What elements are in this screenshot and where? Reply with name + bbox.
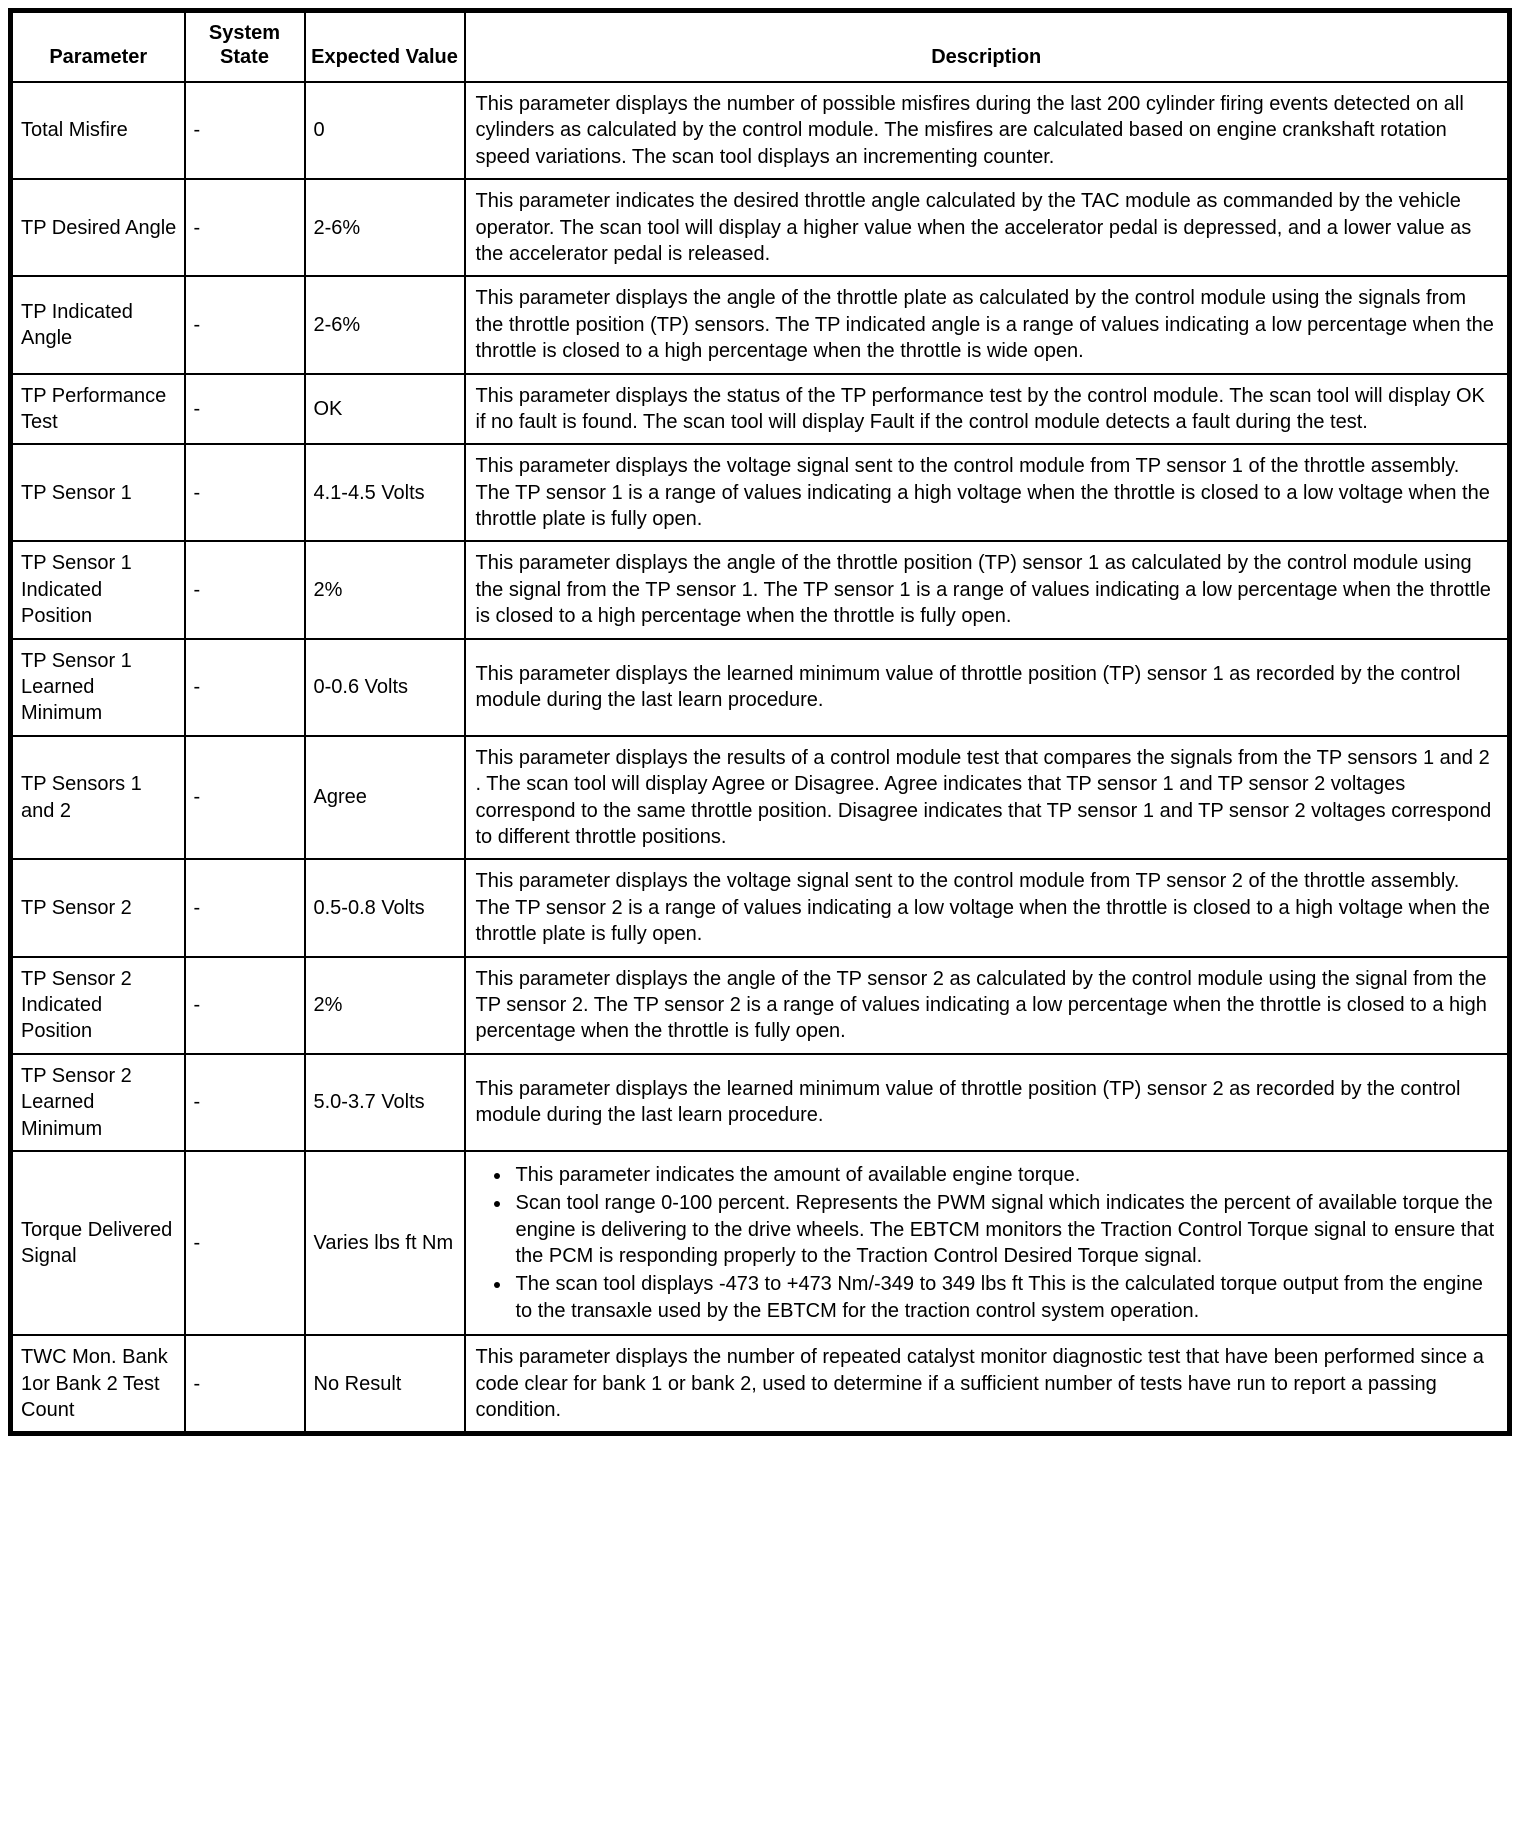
description-cell: This parameter displays the angle of the throttle position (TP) sensor 1 as calculated by the control module using the signal from the TP sensor 1. The TP sensor 1 is a range of values indicating a low percentage when the throttle is closed to a high percentage when the throttle is fully open. bbox=[465, 541, 1510, 638]
description-cell: This parameter displays the results of a control module test that compares the signals from the TP sensors 1 and 2 . The scan tool will display Agree or Disagree. Agree indicates that TP sensor 1 and TP sensor 2 voltages correspond to the same throttle position. Disagree indicates that TP sensor 1 and TP sensor 2 voltages correspond to different throttle positions. bbox=[465, 736, 1510, 860]
expected-value-cell: 2-6% bbox=[305, 179, 465, 276]
parameter-cell: TP Sensor 2 Learned Minimum bbox=[11, 1054, 185, 1151]
table-header bbox=[11, 11, 1510, 83]
expected-value-cell: 0-0.6 Volts bbox=[305, 639, 465, 736]
table-row bbox=[11, 1335, 1510, 1434]
system-state-cell: - bbox=[185, 82, 305, 179]
column-header-description: Description bbox=[465, 11, 1510, 83]
parameter-cell: TP Performance Test bbox=[11, 374, 185, 445]
column-header-system-state: System State bbox=[185, 11, 305, 83]
parameter-cell: Total Misfire bbox=[11, 82, 185, 179]
description-cell: This parameter displays the status of the TP performance test by the control module. The scan tool will display OK if no fault is found. The scan tool will display Fault if the control module detects a fault during the test. bbox=[465, 374, 1510, 445]
parameter-table bbox=[8, 8, 1512, 1436]
system-state-cell: - bbox=[185, 1054, 305, 1151]
description-cell: This parameter displays the angle of the throttle plate as calculated by the control module using the signals from the throttle position (TP) sensors. The TP indicated angle is a range of values indicating a low percentage when the throttle is closed to a high percentage when the throttle is wide open. bbox=[465, 276, 1510, 373]
table-row bbox=[11, 179, 1510, 276]
description-cell: This parameter displays the learned minimum value of throttle position (TP) sensor 1 as recorded by the control module during the last learn procedure. bbox=[465, 639, 1510, 736]
parameter-cell: TP Sensor 2 bbox=[11, 859, 185, 956]
parameter-cell: TP Sensor 1 Learned Minimum bbox=[11, 639, 185, 736]
system-state-cell: - bbox=[185, 957, 305, 1054]
description-bullet: • This parameter indicates the amount of available engine torque. bbox=[512, 1162, 1496, 1188]
description-cell: This parameter displays the number of possible misfires during the last 200 cylinder firing events detected on all cylinders as calculated by the control module. The misfires are calculated based on engine crankshaft rotation speed variations. The scan tool displays an incrementing counter. bbox=[465, 82, 1510, 179]
system-state-cell: - bbox=[185, 179, 305, 276]
table-row bbox=[11, 541, 1510, 638]
expected-value-cell: 4.1-4.5 Volts bbox=[305, 444, 465, 541]
table-row bbox=[11, 736, 1510, 860]
table-row bbox=[11, 859, 1510, 956]
table-row bbox=[11, 1151, 1510, 1335]
parameter-cell: TWC Mon. Bank 1or Bank 2 Test Count bbox=[11, 1335, 185, 1434]
expected-value-cell: 2% bbox=[305, 957, 465, 1054]
expected-value-cell: Agree bbox=[305, 736, 465, 860]
expected-value-cell: 2% bbox=[305, 541, 465, 638]
table-row bbox=[11, 374, 1510, 445]
description-cell: This parameter indicates the desired throttle angle calculated by the TAC module as commanded by the vehicle operator. The scan tool will display a higher value when the accelerator pedal is depressed, and a lower value as the accelerator pedal is released. bbox=[465, 179, 1510, 276]
description-bullet: • The scan tool displays -473 to +473 Nm/-349 to 349 lbs ft This is the calculated torque output from the engine to the transaxle used by the EBTCM for the traction control system operation. bbox=[512, 1271, 1496, 1324]
description-cell: This parameter displays the angle of the TP sensor 2 as calculated by the control module using the signal from the TP sensor 2. The TP sensor 2 is a range of values indicating a low percentage when the throttle is closed to a high percentage when the throttle is fully open. bbox=[465, 957, 1510, 1054]
header-row bbox=[11, 11, 1510, 83]
system-state-cell: - bbox=[185, 541, 305, 638]
expected-value-cell: 0 bbox=[305, 82, 465, 179]
description-cell: This parameter displays the learned minimum value of throttle position (TP) sensor 2 as recorded by the control module during the last learn procedure. bbox=[465, 1054, 1510, 1151]
table-row bbox=[11, 276, 1510, 373]
description-cell: This parameter displays the voltage signal sent to the control module from TP sensor 1 of the throttle assembly. The TP sensor 1 is a range of values indicating a high voltage when the throttle is closed to a low voltage when the throttle plate is fully open. bbox=[465, 444, 1510, 541]
parameter-cell: TP Desired Angle bbox=[11, 179, 185, 276]
expected-value-cell: OK bbox=[305, 374, 465, 445]
expected-value-cell: 2-6% bbox=[305, 276, 465, 373]
expected-value-cell: 0.5-0.8 Volts bbox=[305, 859, 465, 956]
table-row bbox=[11, 639, 1510, 736]
system-state-cell: - bbox=[185, 374, 305, 445]
system-state-cell: - bbox=[185, 859, 305, 956]
table-row bbox=[11, 957, 1510, 1054]
parameter-cell: TP Sensor 1 Indicated Position bbox=[11, 541, 185, 638]
table-row bbox=[11, 1054, 1510, 1151]
system-state-cell: - bbox=[185, 1151, 305, 1335]
expected-value-cell: No Result bbox=[305, 1335, 465, 1434]
system-state-cell: - bbox=[185, 736, 305, 860]
table-row bbox=[11, 444, 1510, 541]
description-bullet: • Scan tool range 0-100 percent. Represents the PWM signal which indicates the percent of available torque the engine is delivering to the drive wheels. The EBTCM monitors the Traction Control Torque signal to ensure that the PCM is responding properly to the Traction Control Desired Torque signal. bbox=[512, 1190, 1496, 1269]
parameter-cell: TP Sensor 2 Indicated Position bbox=[11, 957, 185, 1054]
expected-value-cell: Varies lbs ft Nm bbox=[305, 1151, 465, 1335]
expected-value-cell: 5.0-3.7 Volts bbox=[305, 1054, 465, 1151]
table-row bbox=[11, 82, 1510, 179]
table-body bbox=[11, 82, 1510, 1434]
system-state-cell: - bbox=[185, 276, 305, 373]
description-cell bbox=[465, 1151, 1510, 1335]
column-header-expected-value: Expected Value bbox=[305, 11, 465, 83]
parameter-cell: TP Sensors 1 and 2 bbox=[11, 736, 185, 860]
system-state-cell: - bbox=[185, 444, 305, 541]
system-state-cell: - bbox=[185, 1335, 305, 1434]
parameter-cell: Torque Delivered Signal bbox=[11, 1151, 185, 1335]
parameter-cell: TP Indicated Angle bbox=[11, 276, 185, 373]
description-cell: This parameter displays the voltage signal sent to the control module from TP sensor 2 of the throttle assembly. The TP sensor 2 is a range of values indicating a low voltage when the throttle is closed to a high voltage when the throttle plate is fully open. bbox=[465, 859, 1510, 956]
parameter-cell: TP Sensor 1 bbox=[11, 444, 185, 541]
column-header-parameter: Parameter bbox=[11, 11, 185, 83]
description-bullet-list bbox=[476, 1162, 1496, 1324]
system-state-cell: - bbox=[185, 639, 305, 736]
description-cell: This parameter displays the number of repeated catalyst monitor diagnostic test that have been performed since a code clear for bank 1 or bank 2, used to determine if a sufficient number of tests have run to report a passing condition. bbox=[465, 1335, 1510, 1434]
